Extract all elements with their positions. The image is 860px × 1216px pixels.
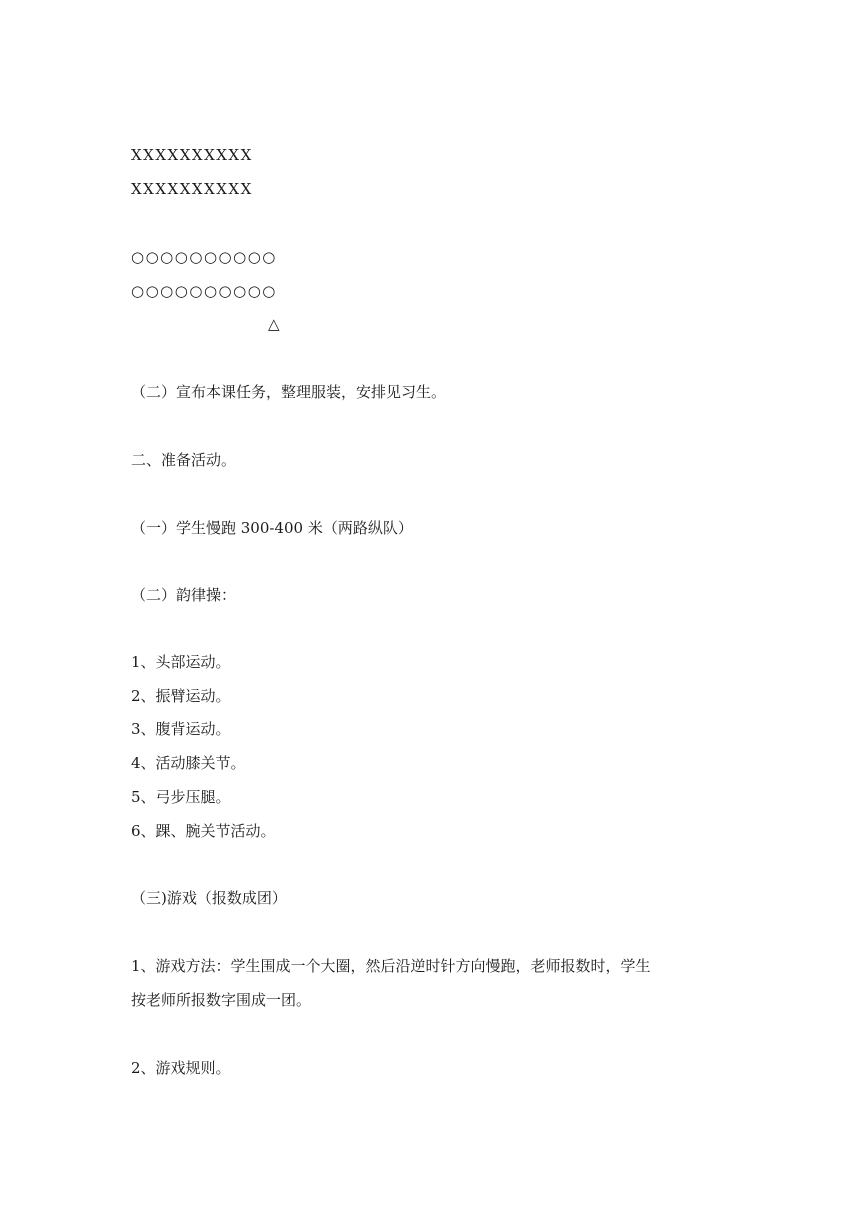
formation-x-row-2: XXXXXXXXXX (131, 180, 253, 198)
teacher-marker: △ (268, 315, 280, 333)
game-method-line-2: 按老师所报数字围成一团。 (131, 991, 312, 1009)
exercise-item: 1、头部运动。 (131, 653, 231, 671)
section-two-title: 二、准备活动。 (131, 451, 237, 469)
rhythm-title: （二）韵律操： (131, 586, 237, 604)
exercise-item: 2、振臂运动。 (131, 687, 231, 705)
exercise-item: 6、踝、腕关节活动。 (131, 822, 276, 840)
game-rules: 2、游戏规则。 (131, 1059, 231, 1077)
paragraph-jog: （一）学生慢跑 300-400 米（两路纵队） (131, 519, 413, 537)
formation-x-row-1: XXXXXXXXXX (131, 146, 253, 164)
exercise-item: 5、弓步压腿。 (131, 788, 231, 806)
exercise-item: 4、活动膝关节。 (131, 754, 246, 772)
formation-o-row-2: ○○○○○○○○○○ (131, 282, 277, 300)
game-title: （三)游戏（报数成团） (131, 889, 287, 907)
formation-o-row-1: ○○○○○○○○○○ (131, 248, 277, 266)
game-method-line-1: 1、游戏方法：学生围成一个大圈，然后沿逆时针方向慢跑，老师报数时，学生 (131, 957, 651, 975)
paragraph-announce: （二）宣布本课任务，整理服装，安排见习生。 (131, 383, 447, 401)
exercise-item: 3、腹背运动。 (131, 720, 231, 738)
